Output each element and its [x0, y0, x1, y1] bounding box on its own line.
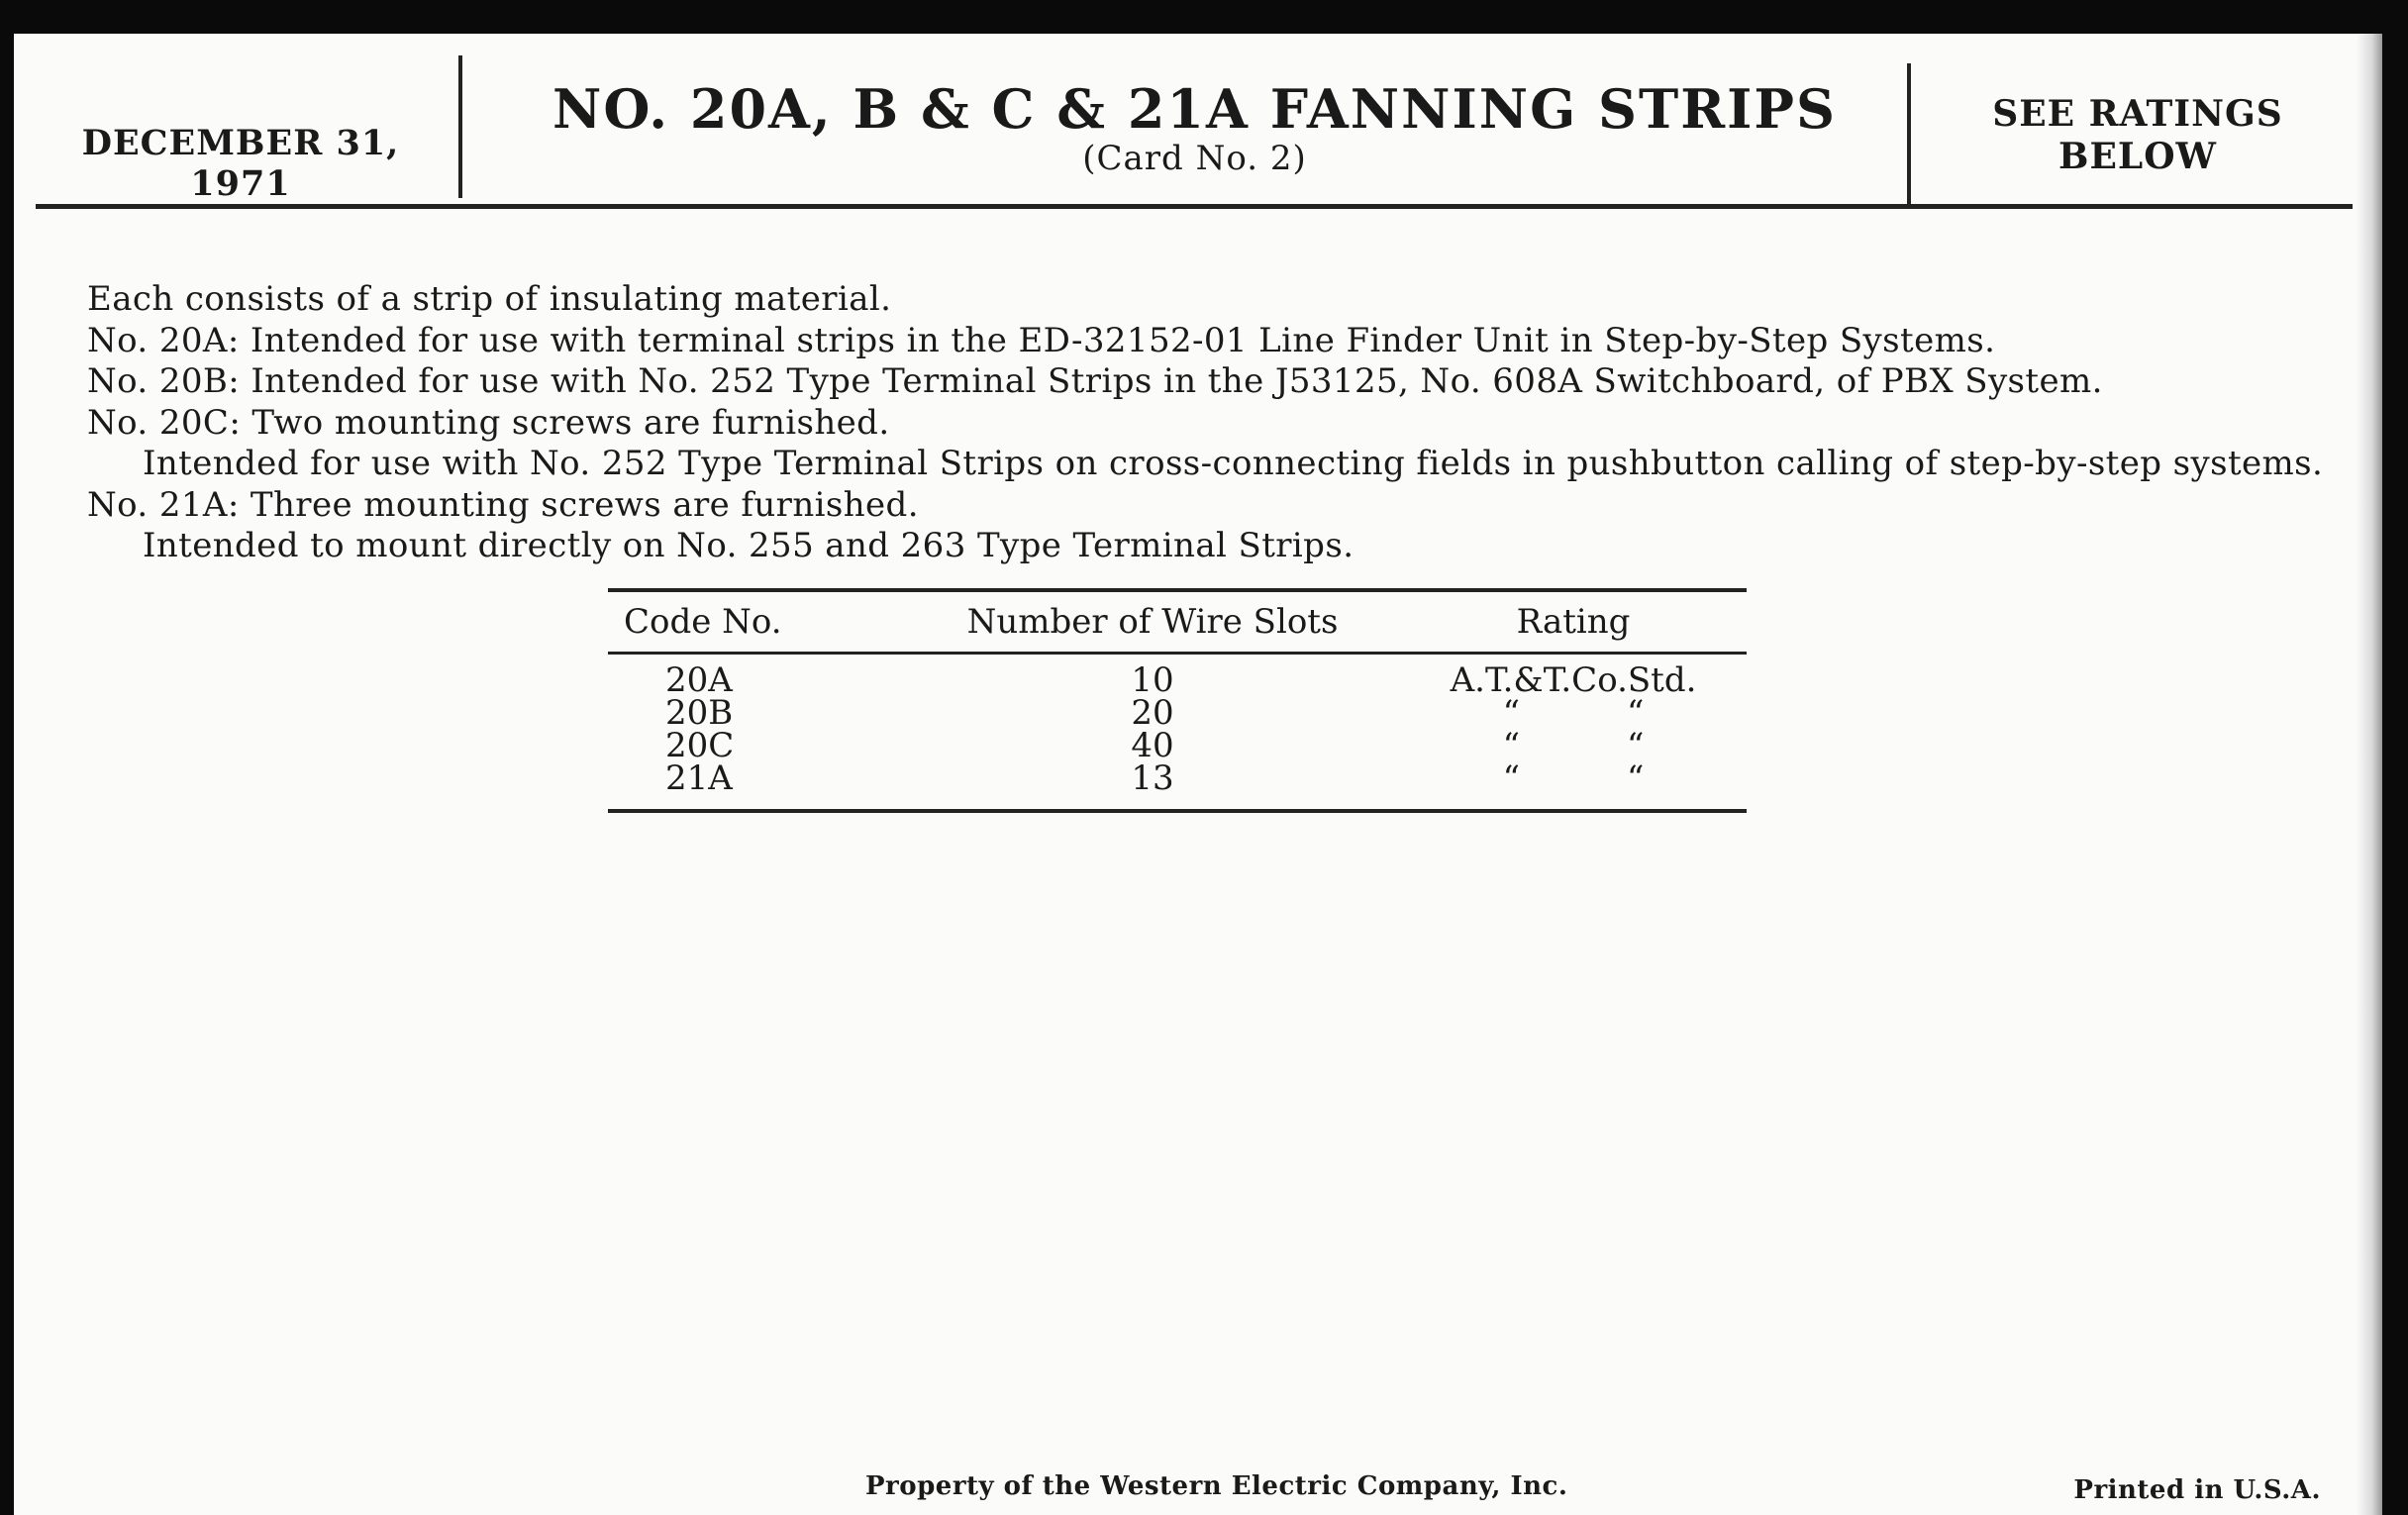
table-row	[608, 758, 1747, 798]
catalog-card	[14, 34, 2382, 1515]
cell-wire-slots: 40	[1131, 726, 1174, 765]
table-body	[608, 655, 1747, 798]
cell-code: 20C	[665, 726, 735, 765]
cell-rating: “ “	[1502, 758, 1645, 798]
header-divider-left	[458, 55, 462, 198]
table-header-row	[608, 592, 1747, 652]
page-subtitle: (Card No. 2)	[1082, 139, 1307, 178]
description-line: No. 20A: Intended for use with terminal strips in the ED-32152-01 Line Finder Unit in Step-by-Step Systems.	[87, 320, 1996, 360]
cell-wire-slots: 10	[1131, 660, 1174, 700]
description-line: No. 20B: Intended for use with No. 252 Type Terminal Strips in the J53125, No. 608A Switchboard, of PBX System.	[87, 361, 2103, 401]
footer-printed: Printed in U.S.A.	[2073, 1475, 2321, 1505]
header-divider-right	[1907, 63, 1911, 204]
description-line: Intended to mount directly on No. 255 and 263 Type Terminal Strips.	[143, 526, 1354, 565]
table-bottom-rule	[608, 809, 1747, 813]
header-date: DECEMBER 31, 1971	[81, 123, 400, 204]
description-line: Intended for use with No. 252 Type Terminal Strips on cross-connecting fields in pushbutton calling of step-by-step systems.	[143, 444, 2324, 483]
ratings-note-line2: BELOW	[2058, 136, 2217, 178]
column-header-wire-slots: Number of Wire Slots	[966, 602, 1339, 642]
ratings-note	[1935, 93, 2341, 178]
cell-rating: “ “	[1502, 693, 1645, 733]
card-edge-shadow	[2357, 34, 2382, 1515]
cell-wire-slots: 13	[1131, 758, 1174, 798]
column-header-rating: Rating	[1516, 602, 1631, 642]
column-header-code: Code No.	[624, 602, 782, 642]
cell-code: 21A	[665, 758, 733, 798]
description-line: No. 21A: Three mounting screws are furnished.	[87, 484, 919, 525]
ratings-table	[608, 588, 1747, 813]
cell-code: 20B	[665, 693, 734, 733]
description-text	[87, 279, 2345, 567]
cell-wire-slots: 20	[1131, 693, 1174, 733]
ratings-note-line1: SEE RATINGS	[1992, 93, 2283, 135]
description-line: Each consists of a strip of insulating material.	[87, 279, 892, 319]
cell-rating: A.T.&T.Co.Std.	[1450, 660, 1697, 700]
page-title: NO. 20A, B & C & 21A FANNING STRIPS	[552, 77, 1837, 141]
cell-code: 20A	[665, 660, 733, 700]
cell-rating: “ “	[1502, 726, 1645, 765]
footer-property: Property of the Western Electric Company, Inc.	[865, 1471, 1568, 1501]
description-line: No. 20C: Two mounting screws are furnished.	[87, 402, 890, 443]
header-rule	[36, 204, 2353, 209]
